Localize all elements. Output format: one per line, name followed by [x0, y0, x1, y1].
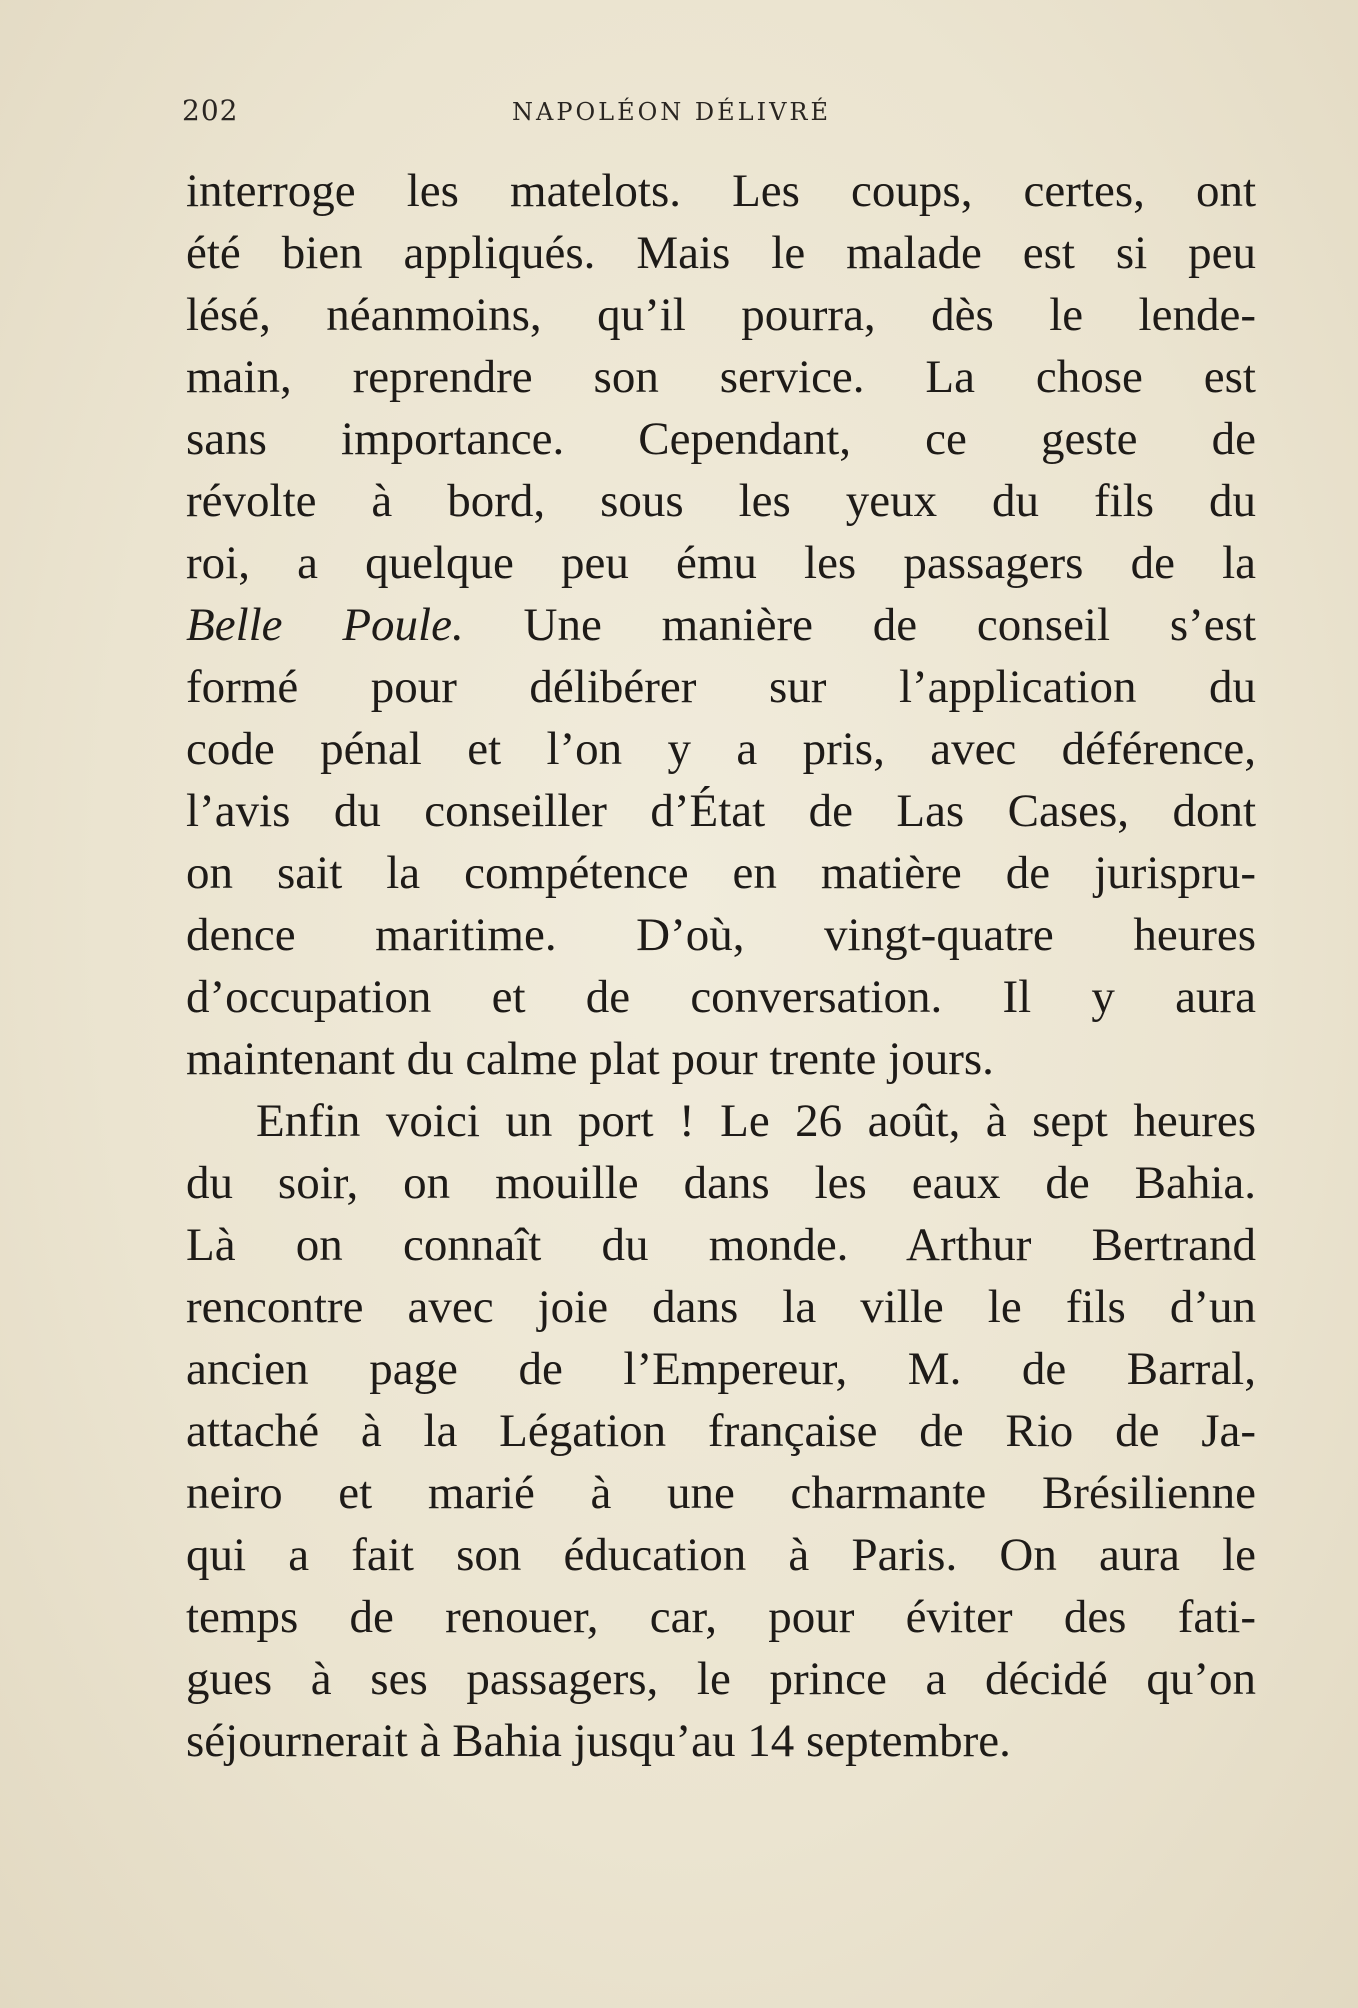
- text-line: roi, a quelque peu ému les passagers de la: [186, 537, 1256, 589]
- text-line: révolte à bord, sous les yeux du fils du: [186, 475, 1256, 527]
- text-line: code pénal et l’on y a pris, avec déférence,: [186, 723, 1256, 775]
- text-line: qui a fait son éducation à Paris. On aura le: [186, 1529, 1256, 1581]
- text-line: du soir, on mouille dans les eaux de Bahia.: [186, 1157, 1256, 1209]
- text-line: gues à ses passagers, le prince a décidé qu’on: [186, 1653, 1256, 1705]
- text-line: été bien appliqués. Mais le malade est si peu: [186, 227, 1256, 279]
- text-line: séjournerait à Bahia jusqu’au 14 septembre.: [186, 1715, 1011, 1767]
- page-number: 202: [182, 94, 239, 127]
- ship-name: Belle Poule.: [186, 599, 464, 651]
- text-line: neiro et marié à une charmante Brésilienne: [186, 1467, 1256, 1519]
- text-line: ancien page de l’Empereur, M. de Barral,: [186, 1343, 1256, 1395]
- text-line: attaché à la Légation française de Rio de Ja-: [186, 1405, 1256, 1457]
- text-line: Enfin voici un port ! Le 26 août, à sept heures: [256, 1095, 1256, 1147]
- text-line: dence maritime. D’où, vingt-quatre heures: [186, 909, 1256, 961]
- text-line: rencontre avec joie dans la ville le fils d’un: [186, 1281, 1256, 1333]
- text-line: maintenant du calme plat pour trente jours.: [186, 1033, 994, 1085]
- text-line: l’avis du conseiller d’État de Las Cases, dont: [186, 785, 1256, 837]
- running-head: NAPOLÉON DÉLIVRÉ: [512, 98, 832, 126]
- text-line: formé pour délibérer sur l’application du: [186, 661, 1256, 713]
- text-line: lésé, néanmoins, qu’il pourra, dès le lende-: [186, 289, 1256, 341]
- text-line: on sait la compétence en matière de jurispru-: [186, 847, 1256, 899]
- text-line-rest: Une manière de conseil s’est: [463, 599, 1256, 651]
- page-header: [182, 94, 1262, 134]
- text-line: sans importance. Cependant, ce geste de: [186, 413, 1256, 465]
- text-line: interroge les matelots. Les coups, certes, ont: [186, 165, 1256, 217]
- text-line: d’occupation et de conversation. Il y aura: [186, 971, 1256, 1023]
- body-text: [186, 160, 1256, 1772]
- text-line: Là on connaît du monde. Arthur Bertrand: [186, 1219, 1256, 1271]
- text-line: [186, 594, 1256, 656]
- text-line: temps de renouer, car, pour éviter des fati-: [186, 1591, 1256, 1643]
- text-line: main, reprendre son service. La chose est: [186, 351, 1256, 403]
